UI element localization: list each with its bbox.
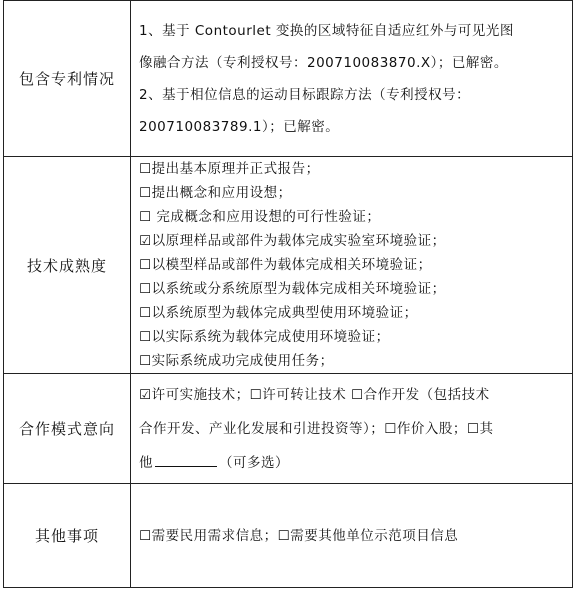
- row-cooperation: [4, 374, 573, 484]
- label-patents: 包含专利情况: [4, 1, 131, 157]
- info-table: [3, 0, 573, 588]
- other-options[interactable]: ☐需要民用需求信息；☐需要其他单位示范项目信息: [139, 527, 459, 544]
- maturity-option-3[interactable]: ☐ 完成概念和应用设想的可行性验证；: [139, 209, 381, 225]
- label-maturity: 技术成熟度: [4, 157, 131, 374]
- content-cooperation: [131, 374, 573, 484]
- cooperation-line-1[interactable]: ☑许可实施技术；☐许可转让技术 ☐合作开发（包括技术: [139, 386, 490, 403]
- maturity-option-1[interactable]: ☐提出基本原理并正式报告；: [139, 161, 320, 177]
- content-other: [131, 484, 573, 588]
- label-cooperation: 合作模式意向: [4, 374, 131, 484]
- maturity-option-9[interactable]: ☐实际系统成功完成使用任务；: [139, 353, 334, 369]
- row-patents: [4, 1, 573, 157]
- cooperation-line-2[interactable]: 合作开发、产业化发展和引进投资等）；☐作价入股；☐其: [139, 420, 494, 437]
- patent-line-1: 1、基于 Contourlet 变换的区域特征自适应红外与可见光图: [139, 22, 514, 39]
- maturity-option-7[interactable]: ☐以系统原型为载体完成典型使用环境验证；: [139, 305, 418, 321]
- cooperation-other-prefix: 他: [139, 454, 153, 471]
- maturity-option-6[interactable]: ☐以系统或分系统原型为载体完成相关环境验证；: [139, 281, 446, 297]
- row-other: [4, 484, 573, 588]
- patent-line-2: 像融合方法（专利授权号：200710083870.X）；已解密。: [139, 54, 508, 71]
- other-blank-field[interactable]: [155, 454, 217, 467]
- cooperation-line-3: [139, 446, 568, 480]
- content-maturity: [131, 157, 573, 374]
- maturity-option-2[interactable]: ☐提出概念和应用设想；: [139, 185, 292, 201]
- patent-line-4: 200710083789.1）；已解密。: [139, 118, 340, 135]
- cooperation-multi-note: （可多选）: [219, 454, 289, 471]
- content-patents: [131, 1, 573, 157]
- label-other: 其他事项: [4, 484, 131, 588]
- maturity-option-4[interactable]: ☑以原理样品或部件为载体完成实验室环境验证；: [139, 233, 446, 249]
- maturity-option-5[interactable]: ☐以模型样品或部件为载体完成相关环境验证；: [139, 257, 432, 273]
- row-maturity: [4, 157, 573, 374]
- patent-line-3: 2、基于相位信息的运动目标跟踪方法（专利授权号：: [139, 86, 471, 103]
- maturity-option-8[interactable]: ☐以实际系统为载体完成使用环境验证；: [139, 329, 390, 345]
